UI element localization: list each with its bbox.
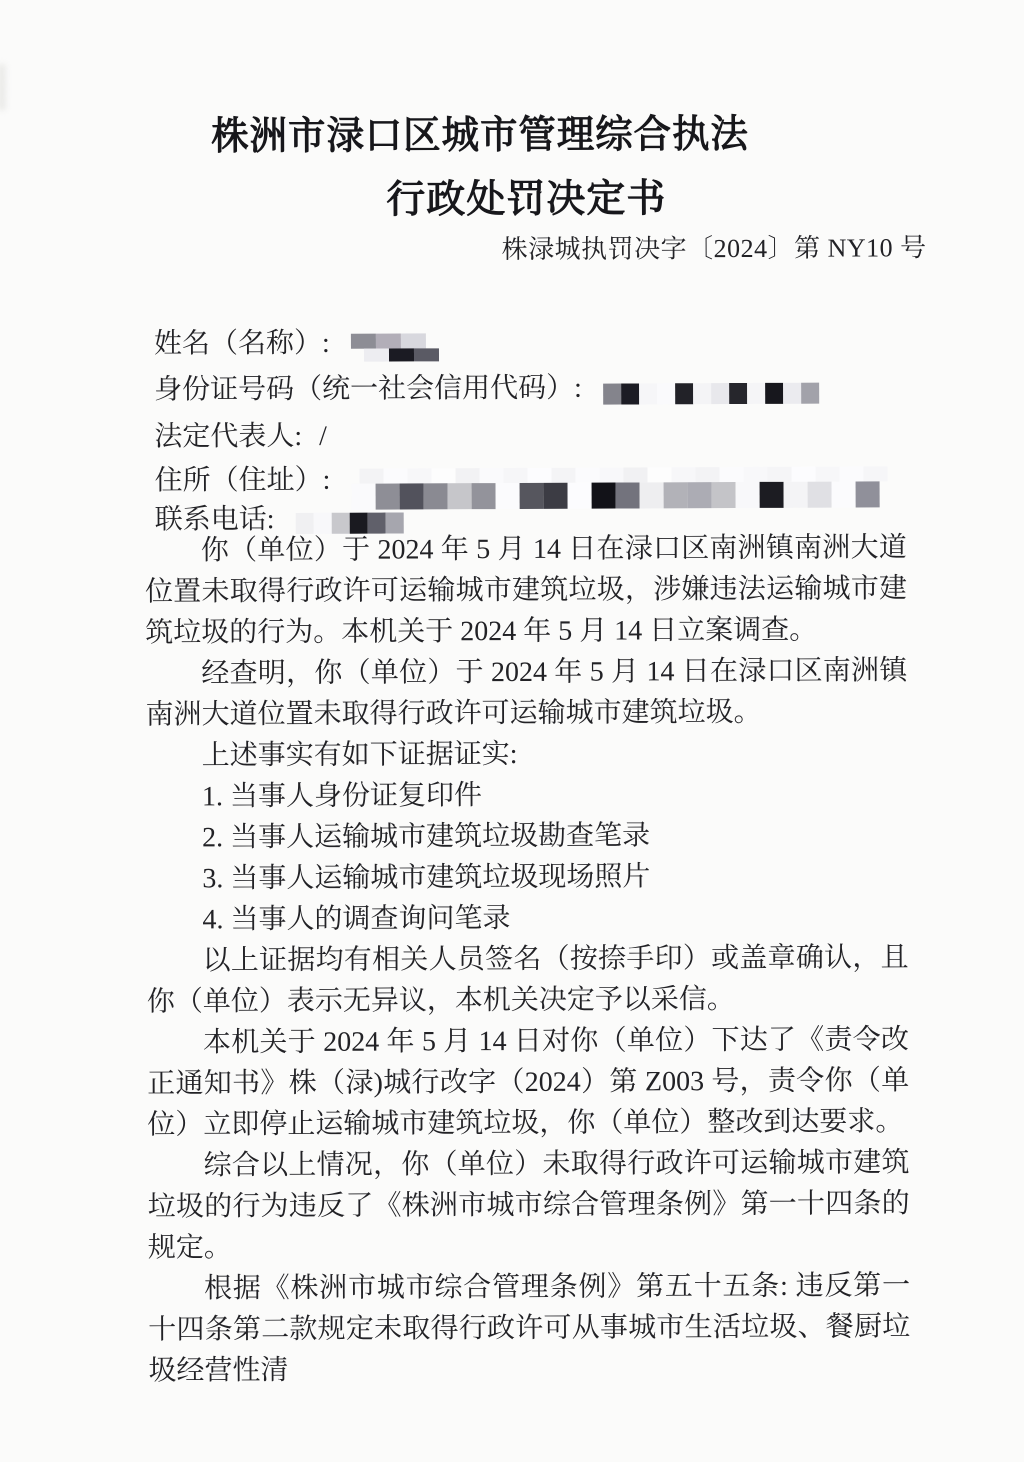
document-title-line2: 行政处罚决定书 <box>386 177 667 222</box>
evidence-item-2: 2. 当事人运输城市建筑垃圾勘查笔录 <box>202 820 651 854</box>
field-row-id-number <box>154 371 819 410</box>
paragraph-case-intro: 你（单位）于 2024 年 5 月 14 日在渌口区南洲镇南洲大道位置未取得行政许可运输城市建筑垃圾，涉嫌违法运输城市建筑垃圾的行为。本机关于 2024 年 5 月 14 日立案调查。 <box>144 532 908 649</box>
evidence-item-4: 4. 当事人的调查询问笔录 <box>202 903 511 936</box>
evidence-heading: 上述事实有如下证据证实: <box>201 738 518 772</box>
field-phone-label: 联系电话: <box>154 504 275 536</box>
field-row-legal-representative <box>154 420 327 457</box>
paragraph-findings: 经查明，你（单位）于 2024 年 5 月 14 日在渌口区南洲镇南洲大道位置未取得行政许可运输城市建筑垃圾。 <box>145 655 908 731</box>
evidence-item-3: 3. 当事人运输城市建筑垃圾现场照片 <box>202 861 651 895</box>
field-row-name <box>154 326 439 363</box>
document-number: 株渌城执罚决字〔2024〕第 NY10 号 <box>501 233 927 265</box>
redacted-id-number-value <box>603 383 819 405</box>
field-row-address <box>154 459 887 498</box>
evidence-item-1: 1. 当事人身份证复印件 <box>201 780 483 813</box>
field-legal-representative-label: 法定代表人: <box>154 420 303 453</box>
paragraph-evidence-confirmation: 以上证据均有相关人员签名（按捺手印）或盖章确认，且你（单位）表示无异议，本机关决定予以采信。 <box>146 942 909 1018</box>
scan-smudge <box>0 64 6 110</box>
field-legal-representative-value: / <box>319 420 327 452</box>
redacted-name-value <box>351 333 439 361</box>
field-name-label: 姓名（名称）: <box>153 327 330 360</box>
paragraph-violation-conclusion: 综合以上情况，你（单位）未取得行政许可运输城市建筑垃圾的行为违反了《株洲市城市综合管理条例》第一十四条的规定。 <box>147 1147 910 1264</box>
document-title-line1: 株洲市渌口区城市管理综合执法 <box>211 112 749 159</box>
paragraph-correction-notice: 本机关于 2024 年 5 月 14 日对你（单位）下达了《责令改正通知书》株（渌)城行改字（2024）第 Z003 号，责令你（单位）立即停止运输城市建筑垃圾，你（单位）整改到达要求。 <box>147 1024 910 1141</box>
document-body <box>145 527 911 1391</box>
paragraph-penalty-basis: 根据《株洲市城市综合管理条例》第五十五条: 违反第一十四条第二款规定未取得行政许可从事城市生活垃圾、餐厨垃圾经营性清 <box>148 1270 911 1387</box>
field-address-label: 住所（住址）: <box>154 464 331 497</box>
field-id-number-label: 身份证号码（统一社会信用代码）: <box>154 372 582 406</box>
redacted-address-value <box>351 466 887 509</box>
